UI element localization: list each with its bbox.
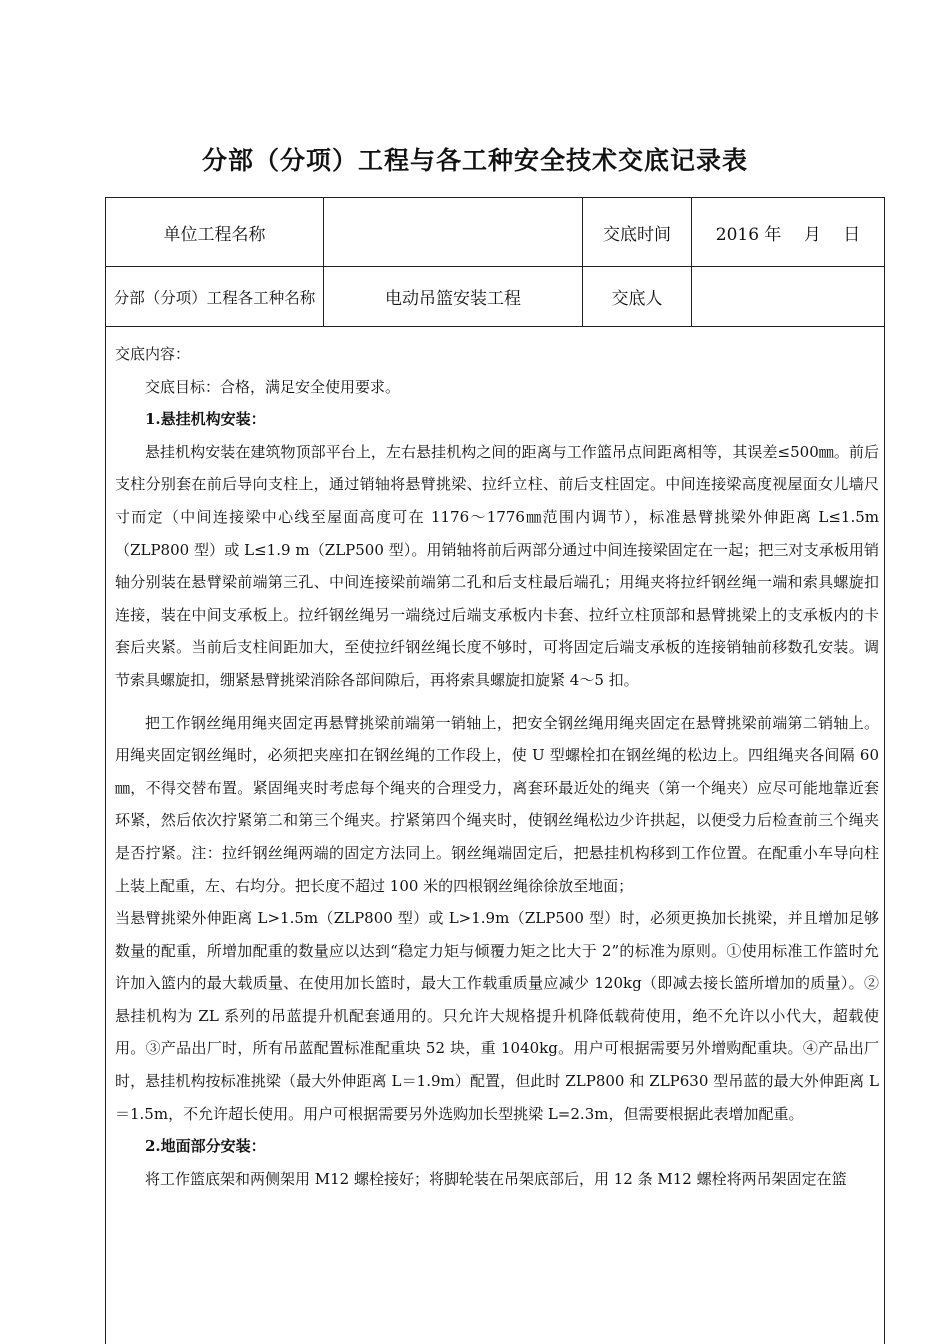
paragraph: 将工作篮底架和两侧架用 M12 螺栓接好；将脚轮装在吊架底部后，用 12 条 M12 螺栓将两吊架固定在篮 bbox=[145, 1169, 847, 1188]
content-goal: 交底目标：合格，满足安全使用要求。 bbox=[145, 377, 401, 396]
briefing-content bbox=[115, 338, 879, 1195]
table-row bbox=[106, 198, 884, 267]
table-row bbox=[106, 267, 884, 327]
page-title: 分部（分项）工程与各工种安全技术交底记录表 bbox=[201, 146, 748, 175]
briefing-person-label: 交底人 bbox=[583, 267, 692, 326]
sub-project-name-field[interactable]: 电动吊篮安装工程 bbox=[324, 267, 583, 326]
section-heading-suspension: 1.悬挂机构安装： bbox=[145, 410, 266, 429]
paragraph: 当悬臂挑梁外伸距离 L>1.5m（ZLP800 型）或 L>1.9m（ZLP500 型）时，必须更换加长挑梁，并且增加足够数量的配重，所增加配重的数量应以达到“稳定力矩与倾覆力矩之比大于 2”的标准为原则。①使用标准工作篮时允许加入篮内的最大载质量、在使用加长篮时，最大工作载重质量应减少 120kg（即减去接长篮所增加的质量）。②悬挂机构为 ZL 系列的吊蓝提升机配套通用的。只允许大规格提升机降低载荷使用，绝不允许以小代大，超载使用。③产品出厂时，所有吊蓝配置标准配重块 52 块，重 1040kg。用户可根据需要另外增购配重块。④产品出厂时，悬挂机构按标准挑梁（最大外伸距离 L＝1.9m）配置，但此时 ZLP800 和 ZLP630 型吊蓝的最大外伸距离 L＝1.5m，不允许超长使用。用户可根据需要另外选购加长型挑梁 L=2.3m，但需要根据此表增加配重。 bbox=[115, 909, 879, 1123]
briefing-person-field[interactable] bbox=[692, 267, 884, 326]
unit-project-name-label: 单位工程名称 bbox=[106, 198, 324, 266]
briefing-time-label: 交底时间 bbox=[583, 198, 692, 266]
paragraph: 把工作钢丝绳用绳夹固定再悬臂挑梁前端第一销轴上，把安全钢丝绳用绳夹固定在悬臂挑梁前端第二销轴上。用绳夹固定钢丝绳时，必须把夹座扣在钢丝绳的工作段上，使 U 型螺栓扣在钢丝绳的松边上。四组绳夹各间隔 60㎜，不得交替布置。紧固绳夹时考虑每个绳夹的合理受力，离套环最近处的绳夹（第一个绳夹）应尽可能地靠近套环紧，然后依次拧紧第二和第三个绳夹。拧紧第四个绳夹时，使钢丝绳松边少许拱起，以便受力后检查前三个绳夹是否拧紧。注：拉纤钢丝绳两端的固定方法同上。钢丝绳端固定后，把悬挂机构移到工作位置。在配重小车导向柱上装上配重，左、右均分。把长度不超过 100 米的四根钢丝绳徐徐放至地面； bbox=[115, 713, 879, 895]
section-heading-ground: 2.地面部分安装： bbox=[145, 1137, 266, 1156]
record-table bbox=[105, 197, 885, 1344]
sub-project-name-label: 分部（分项）工程各工种名称 bbox=[106, 267, 324, 326]
content-intro: 交底内容： bbox=[115, 345, 191, 363]
unit-project-name-field[interactable] bbox=[324, 198, 583, 266]
briefing-time-field[interactable]: 2016 年 月 日 bbox=[715, 224, 861, 245]
paragraph: 悬挂机构安装在建筑物顶部平台上，左右悬挂机构之间的距离与工作篮吊点间距离相等，其误差≤500㎜。前后支柱分别套在前后导向支柱上，通过销轴将悬臂挑梁、拉纤立柱、前后支柱固定。中间连接梁高度视屋面女儿墙尺寸而定（中间连接梁中心线至屋面高度可在 1176～1776㎜范围内调节），标准悬臂挑梁外伸距离 L≤1.5m（ZLP800 型）或 L≤1.9 m（ZLP500 型）。用销轴将前后两部分通过中间连接梁固定在一起；把三对支承板用销轴分别装在悬臂梁前端第三孔、中间连接梁前端第二孔和后支柱最后端孔；用绳夹将拉纤钢丝绳一端和索具螺旋扣连接，装在中间支承板上。拉纤钢丝绳另一端绕过后端支承板内卡套、拉纤立柱顶部和悬臂挑梁上的支承板内的卡套后夹紧。当前后支柱间距加大，至使拉纤钢丝绳长度不够时，可将固定后端支承板的连接销轴前移数孔安装。调节索具螺旋扣，绷紧悬臂挑梁消除各部间隙后，再将索具螺旋扣旋紧 4～5 扣。 bbox=[115, 442, 879, 689]
